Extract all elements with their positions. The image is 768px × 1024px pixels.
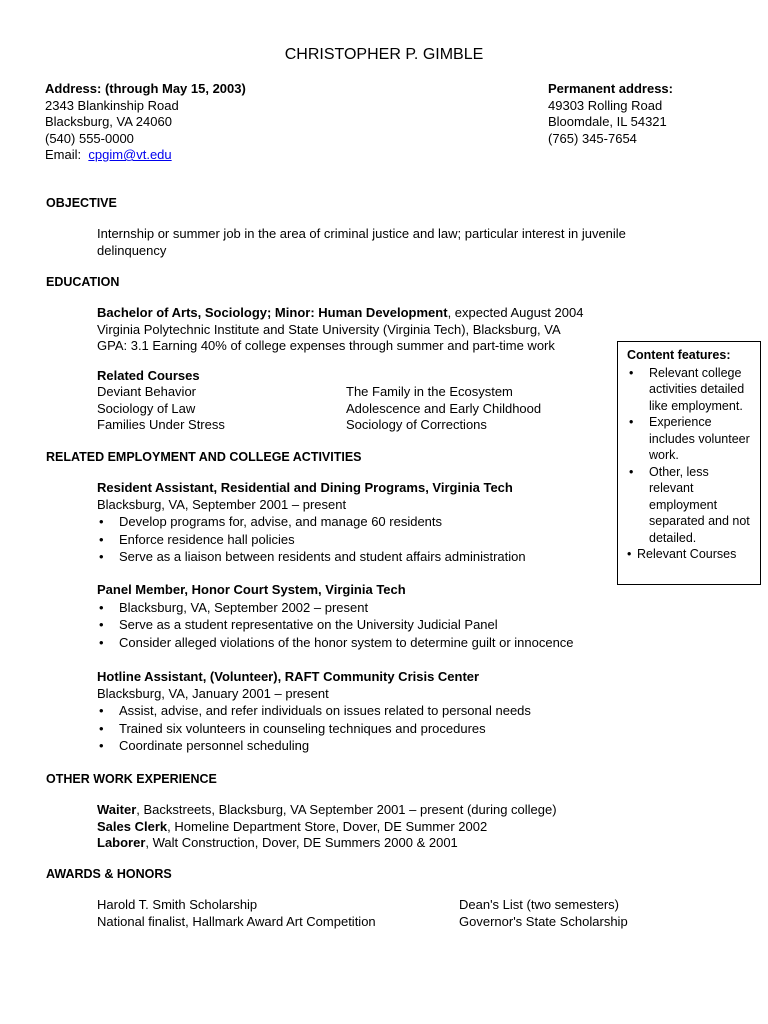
award-item: National finalist, Hallmark Award Art Competition — [97, 913, 376, 929]
job-entry — [97, 480, 526, 567]
course-item: Sociology of Corrections — [346, 417, 487, 432]
job-meta: Blacksburg, VA, September 2001 – present — [97, 496, 347, 512]
courses-right-column — [346, 384, 541, 434]
award-item: Governor's State Scholarship — [459, 913, 628, 929]
work-detail: , Homeline Department Store, Dover, DE Summer 2002 — [167, 818, 488, 834]
current-address-phone: (540) 555-0000 — [45, 130, 134, 146]
current-address-city: Blacksburg, VA 24060 — [45, 114, 172, 129]
course-item: The Family in the Ecosystem — [346, 384, 513, 399]
other-work-list — [97, 802, 557, 852]
current-address-street: 2343 Blankinship Road — [45, 97, 179, 113]
job-bullet: • Develop programs for, advise, and manage 60 residents — [97, 514, 526, 532]
degree-line — [97, 305, 583, 322]
job-entry — [97, 582, 574, 652]
awards-left-column — [97, 897, 376, 930]
course-item: Families Under Stress — [97, 417, 225, 432]
current-address-block — [45, 81, 246, 164]
work-detail: , Walt Construction, Dover, DE Summers 2000 & 2001 — [145, 835, 458, 850]
job-bullets — [97, 600, 574, 653]
email-line — [45, 147, 246, 164]
callout-list — [627, 365, 754, 563]
education-heading: EDUCATION — [46, 275, 120, 289]
awards-heading: AWARDS & HONORS — [46, 867, 172, 881]
callout-item: • Other, less relevant employment separated and not detailed. — [627, 464, 754, 547]
job-meta: Blacksburg, VA, January 2001 – present — [97, 685, 329, 701]
work-role: Sales Clerk — [97, 818, 168, 834]
job-bullet: • Serve as a student representative on the University Judicial Panel — [97, 617, 574, 635]
email-label: Email: — [45, 147, 82, 162]
callout-item: • Relevant Courses — [627, 546, 754, 563]
objective-heading: OBJECTIVE — [46, 196, 117, 210]
school-line: Virginia Polytechnic Institute and State University (Virginia Tech), Blacksburg, VA — [97, 321, 561, 337]
award-item: Dean's List (two semesters) — [459, 897, 619, 912]
job-bullet: • Blacksburg, VA, September 2002 – present — [97, 600, 574, 618]
work-detail: , Backstreets, Blacksburg, VA September 2001 – present (during college) — [136, 802, 557, 817]
objective-line: Internship or summer job in the area of criminal justice and law; particular interest in juvenile — [97, 226, 626, 241]
objective-line: delinquency — [97, 242, 167, 258]
permanent-address-phone: (765) 345-7654 — [548, 130, 637, 146]
related-courses-heading: Related Courses — [97, 368, 200, 383]
content-features-callout — [617, 341, 761, 585]
degree-date: , expected August 2004 — [447, 305, 584, 320]
resume-name: CHRISTOPHER P. GIMBLE — [284, 46, 484, 63]
courses-left-column — [97, 384, 225, 434]
permanent-address-label: Permanent address: — [548, 81, 673, 96]
job-title: Panel Member, Honor Court System, Virginia Tech — [97, 582, 406, 597]
course-item: Deviant Behavior — [97, 384, 196, 399]
award-item: Harold T. Smith Scholarship — [97, 897, 258, 912]
job-title: Hotline Assistant, (Volunteer), RAFT Community Crisis Center — [97, 669, 480, 684]
education-block — [97, 305, 583, 355]
employment-heading: RELATED EMPLOYMENT AND COLLEGE ACTIVITIES — [46, 450, 362, 464]
permanent-address-street: 49303 Rolling Road — [548, 97, 663, 113]
other-work-item — [97, 819, 557, 836]
callout-item: • Relevant college activities detailed like employment. — [627, 365, 754, 415]
job-bullet: • Assist, advise, and refer individuals on issues related to personal needs — [97, 703, 531, 721]
job-bullet: • Serve as a liaison between residents and student affairs administration — [97, 549, 526, 567]
callout-item: • Experience includes volunteer work. — [627, 414, 754, 464]
job-title: Resident Assistant, Residential and Dining Programs, Virginia Tech — [97, 480, 513, 495]
current-address-label: Address: (through May 15, 2003) — [45, 81, 246, 96]
email-link[interactable]: cpgim@vt.edu — [88, 147, 172, 162]
awards-right-column — [459, 897, 628, 930]
course-item: Sociology of Law — [97, 400, 196, 416]
job-bullet: • Trained six volunteers in counseling techniques and procedures — [97, 721, 531, 739]
gpa-line: GPA: 3.1 Earning 40% of college expenses through summer and part-time work — [97, 338, 555, 353]
callout-title: Content features: — [627, 348, 731, 362]
degree-title: Bachelor of Arts, Sociology; Minor: Human Development — [97, 305, 448, 320]
work-role: Laborer — [97, 835, 146, 850]
job-bullets — [97, 514, 526, 567]
job-bullets — [97, 703, 531, 756]
other-work-item — [97, 835, 557, 852]
job-bullet: • Enforce residence hall policies — [97, 532, 526, 550]
objective-text — [97, 226, 626, 259]
other-work-item — [97, 802, 557, 819]
job-bullet: • Coordinate personnel scheduling — [97, 738, 531, 756]
permanent-address-block — [548, 81, 673, 147]
work-role: Waiter — [97, 802, 137, 817]
other-work-heading: OTHER WORK EXPERIENCE — [46, 772, 217, 786]
job-bullet: • Consider alleged violations of the honor system to determine guilt or innocence — [97, 635, 574, 653]
job-entry — [97, 669, 531, 756]
course-item: Adolescence and Early Childhood — [346, 400, 542, 416]
permanent-address-city: Bloomdale, IL 54321 — [548, 114, 667, 129]
